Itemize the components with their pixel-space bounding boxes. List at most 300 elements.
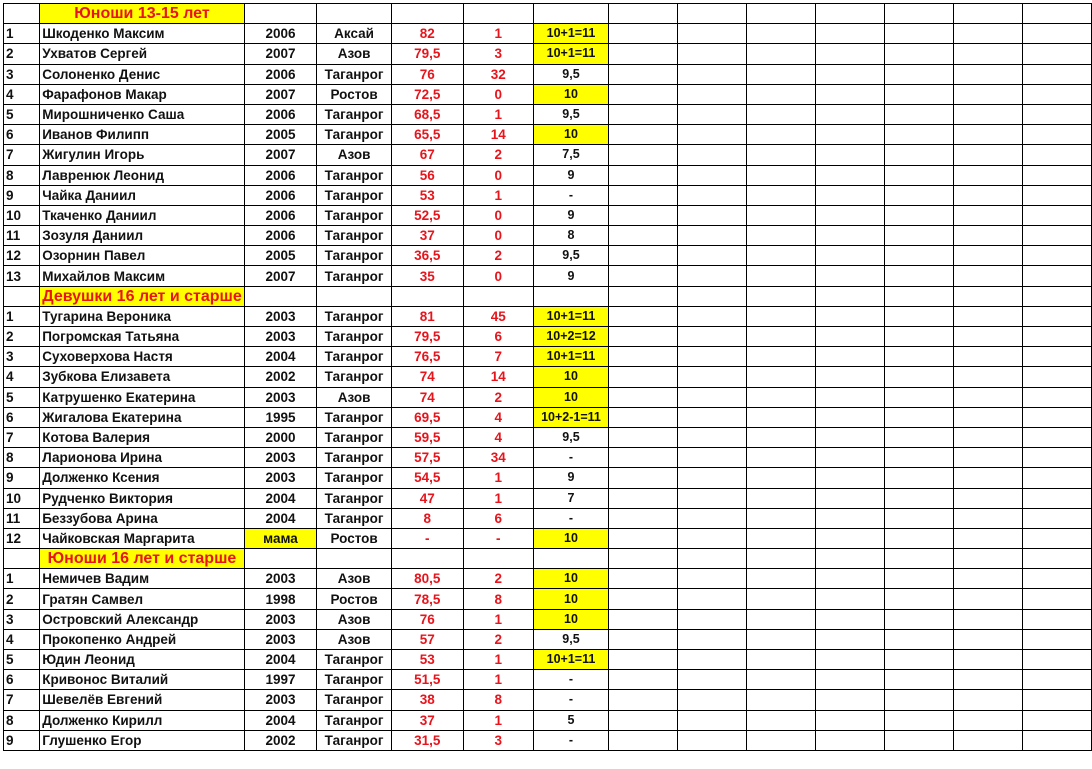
score: 57,5 (391, 448, 463, 468)
empty-cell (746, 4, 815, 24)
empty-cell (953, 104, 1022, 124)
empty-cell (677, 528, 746, 548)
empty-cell (815, 165, 884, 185)
place: 2 (463, 629, 533, 649)
participant-name: Рудченко Виктория (40, 488, 245, 508)
row-number: 8 (4, 710, 40, 730)
empty-cell (677, 165, 746, 185)
empty-cell (608, 4, 677, 24)
empty-cell (746, 24, 815, 44)
result: 10+2-1=11 (534, 407, 609, 427)
result: 7 (534, 488, 609, 508)
score: 74 (391, 367, 463, 387)
score: 59,5 (391, 427, 463, 447)
participant-name: Немичев Вадим (40, 569, 245, 589)
empty-cell (677, 44, 746, 64)
empty-cell (608, 226, 677, 246)
empty-cell (815, 508, 884, 528)
empty-cell (953, 387, 1022, 407)
empty-cell (677, 508, 746, 528)
empty-cell (953, 629, 1022, 649)
empty-cell (953, 165, 1022, 185)
participant-name: Островский Александр (40, 609, 245, 629)
table-row (4, 24, 1092, 44)
empty-cell (534, 549, 609, 569)
empty-cell (746, 44, 815, 64)
result: 10+2=12 (534, 327, 609, 347)
table-row (4, 508, 1092, 528)
empty-cell (953, 710, 1022, 730)
birth-year: 2002 (244, 730, 316, 750)
row-number: 11 (4, 508, 40, 528)
score: 31,5 (391, 730, 463, 750)
place: 3 (463, 730, 533, 750)
row-number: 9 (4, 185, 40, 205)
result: - (534, 670, 609, 690)
empty-cell (677, 24, 746, 44)
city: Ростов (317, 84, 392, 104)
participant-name: Катрушенко Екатерина (40, 387, 245, 407)
section-header-row (4, 549, 1092, 569)
city: Таганрог (317, 125, 392, 145)
table-row (4, 427, 1092, 447)
empty-cell (746, 205, 815, 225)
results-sheet (3, 3, 1092, 751)
empty-cell (815, 4, 884, 24)
empty-cell (1022, 528, 1091, 548)
row-number: 6 (4, 125, 40, 145)
result: 10 (534, 125, 609, 145)
empty-cell (608, 327, 677, 347)
table-row (4, 145, 1092, 165)
empty-cell (1022, 44, 1091, 64)
place: 2 (463, 569, 533, 589)
empty-cell (815, 629, 884, 649)
table-row (4, 629, 1092, 649)
empty-cell (746, 367, 815, 387)
sheet-body (4, 4, 1092, 751)
participant-name: Гратян Самвел (40, 589, 245, 609)
empty-cell (746, 508, 815, 528)
empty-cell (746, 246, 815, 266)
result: 9 (534, 468, 609, 488)
empty-cell (953, 508, 1022, 528)
empty-cell (953, 730, 1022, 750)
empty-cell (1022, 84, 1091, 104)
result: 10+1=11 (534, 650, 609, 670)
empty-cell (884, 589, 953, 609)
score: 51,5 (391, 670, 463, 690)
score: 8 (391, 508, 463, 528)
empty-cell (746, 488, 815, 508)
participant-name: Суховерхова Настя (40, 347, 245, 367)
empty-cell (815, 205, 884, 225)
city: Ростов (317, 528, 392, 548)
empty-cell (4, 4, 40, 24)
empty-cell (244, 4, 316, 24)
city: Таганрог (317, 407, 392, 427)
empty-cell (1022, 286, 1091, 306)
empty-cell (677, 387, 746, 407)
empty-cell (1022, 246, 1091, 266)
section-title: Юноши 16 лет и старше (40, 549, 245, 569)
result: 9 (534, 165, 609, 185)
table-row (4, 44, 1092, 64)
empty-cell (884, 145, 953, 165)
score: 53 (391, 650, 463, 670)
empty-cell (677, 488, 746, 508)
empty-cell (884, 549, 953, 569)
empty-cell (884, 367, 953, 387)
place: 1 (463, 710, 533, 730)
empty-cell (953, 125, 1022, 145)
empty-cell (677, 125, 746, 145)
participant-name: Иванов Филипп (40, 125, 245, 145)
empty-cell (317, 549, 392, 569)
empty-cell (884, 4, 953, 24)
empty-cell (677, 226, 746, 246)
score: 68,5 (391, 104, 463, 124)
empty-cell (953, 427, 1022, 447)
empty-cell (953, 690, 1022, 710)
empty-cell (953, 266, 1022, 286)
empty-cell (746, 185, 815, 205)
empty-cell (677, 549, 746, 569)
place: 1 (463, 468, 533, 488)
participant-name: Шкоденко Максим (40, 24, 245, 44)
score: 53 (391, 185, 463, 205)
empty-cell (815, 84, 884, 104)
empty-cell (884, 508, 953, 528)
table-row (4, 125, 1092, 145)
birth-year: мама (244, 528, 316, 548)
birth-year: 2003 (244, 690, 316, 710)
birth-year: 2006 (244, 185, 316, 205)
birth-year: 2006 (244, 104, 316, 124)
row-number: 6 (4, 407, 40, 427)
birth-year: 2005 (244, 125, 316, 145)
participant-name: Беззубова Арина (40, 508, 245, 528)
participant-name: Ухватов Сергей (40, 44, 245, 64)
empty-cell (746, 448, 815, 468)
empty-cell (608, 347, 677, 367)
city: Таганрог (317, 205, 392, 225)
place: 34 (463, 448, 533, 468)
city: Таганрог (317, 266, 392, 286)
empty-cell (608, 306, 677, 326)
empty-cell (608, 710, 677, 730)
empty-cell (884, 226, 953, 246)
city: Таганрог (317, 448, 392, 468)
city: Таганрог (317, 306, 392, 326)
empty-cell (1022, 24, 1091, 44)
empty-cell (884, 690, 953, 710)
empty-cell (953, 367, 1022, 387)
city: Азов (317, 569, 392, 589)
empty-cell (815, 347, 884, 367)
place: 1 (463, 650, 533, 670)
row-number: 4 (4, 629, 40, 649)
city: Таганрог (317, 185, 392, 205)
score: 37 (391, 226, 463, 246)
result: 9,5 (534, 427, 609, 447)
empty-cell (815, 448, 884, 468)
score: 56 (391, 165, 463, 185)
empty-cell (953, 24, 1022, 44)
city: Таганрог (317, 327, 392, 347)
table-row (4, 306, 1092, 326)
empty-cell (884, 64, 953, 84)
row-number: 8 (4, 448, 40, 468)
empty-cell (677, 670, 746, 690)
row-number: 4 (4, 84, 40, 104)
birth-year: 2003 (244, 448, 316, 468)
empty-cell (677, 427, 746, 447)
empty-cell (1022, 226, 1091, 246)
empty-cell (1022, 4, 1091, 24)
empty-cell (884, 448, 953, 468)
table-row (4, 185, 1092, 205)
city: Азов (317, 145, 392, 165)
empty-cell (746, 84, 815, 104)
empty-cell (953, 650, 1022, 670)
empty-cell (677, 205, 746, 225)
empty-cell (677, 286, 746, 306)
place: 45 (463, 306, 533, 326)
empty-cell (677, 104, 746, 124)
place: 1 (463, 24, 533, 44)
empty-cell (953, 347, 1022, 367)
empty-cell (677, 407, 746, 427)
result: - (534, 185, 609, 205)
empty-cell (884, 387, 953, 407)
city: Азов (317, 44, 392, 64)
empty-cell (884, 246, 953, 266)
empty-cell (608, 165, 677, 185)
city: Таганрог (317, 508, 392, 528)
empty-cell (953, 205, 1022, 225)
empty-cell (953, 569, 1022, 589)
empty-cell (608, 690, 677, 710)
row-number: 5 (4, 387, 40, 407)
empty-cell (1022, 589, 1091, 609)
city: Таганрог (317, 226, 392, 246)
empty-cell (608, 670, 677, 690)
empty-cell (953, 44, 1022, 64)
empty-cell (1022, 64, 1091, 84)
table-row (4, 327, 1092, 347)
table-row (4, 528, 1092, 548)
empty-cell (815, 226, 884, 246)
empty-cell (1022, 125, 1091, 145)
empty-cell (677, 468, 746, 488)
empty-cell (1022, 205, 1091, 225)
empty-cell (884, 327, 953, 347)
empty-cell (608, 528, 677, 548)
empty-cell (953, 286, 1022, 306)
table-row (4, 609, 1092, 629)
city: Таганрог (317, 488, 392, 508)
city: Таганрог (317, 347, 392, 367)
empty-cell (1022, 488, 1091, 508)
empty-cell (953, 609, 1022, 629)
empty-cell (608, 205, 677, 225)
empty-cell (884, 104, 953, 124)
empty-cell (884, 629, 953, 649)
result: 9 (534, 266, 609, 286)
city: Таганрог (317, 104, 392, 124)
empty-cell (884, 24, 953, 44)
empty-cell (953, 84, 1022, 104)
table-row (4, 650, 1092, 670)
place: 14 (463, 367, 533, 387)
empty-cell (815, 145, 884, 165)
participant-name: Мирошниченко Саша (40, 104, 245, 124)
empty-cell (391, 286, 463, 306)
row-number: 8 (4, 165, 40, 185)
empty-cell (677, 589, 746, 609)
empty-cell (953, 4, 1022, 24)
empty-cell (953, 145, 1022, 165)
section-header-row (4, 286, 1092, 306)
row-number: 6 (4, 670, 40, 690)
empty-cell (677, 367, 746, 387)
result: - (534, 730, 609, 750)
empty-cell (1022, 266, 1091, 286)
empty-cell (677, 650, 746, 670)
result: 10 (534, 589, 609, 609)
place: 0 (463, 84, 533, 104)
empty-cell (677, 569, 746, 589)
empty-cell (608, 569, 677, 589)
row-number: 4 (4, 367, 40, 387)
participant-name: Погромская Татьяна (40, 327, 245, 347)
empty-cell (317, 286, 392, 306)
city: Ростов (317, 589, 392, 609)
empty-cell (608, 125, 677, 145)
table-row (4, 448, 1092, 468)
participant-name: Прокопенко Андрей (40, 629, 245, 649)
empty-cell (1022, 609, 1091, 629)
birth-year: 2005 (244, 246, 316, 266)
empty-cell (1022, 730, 1091, 750)
empty-cell (815, 24, 884, 44)
empty-cell (1022, 468, 1091, 488)
participant-name: Юдин Леонид (40, 650, 245, 670)
section-header-row (4, 4, 1092, 24)
empty-cell (815, 44, 884, 64)
score: 69,5 (391, 407, 463, 427)
empty-cell (463, 4, 533, 24)
score: 76 (391, 64, 463, 84)
empty-cell (244, 549, 316, 569)
city: Таганрог (317, 246, 392, 266)
result: 10+1=11 (534, 306, 609, 326)
empty-cell (746, 730, 815, 750)
birth-year: 1997 (244, 670, 316, 690)
result: 10 (534, 609, 609, 629)
empty-cell (815, 589, 884, 609)
empty-cell (884, 407, 953, 427)
empty-cell (815, 690, 884, 710)
empty-cell (608, 407, 677, 427)
empty-cell (746, 710, 815, 730)
empty-cell (677, 629, 746, 649)
place: 6 (463, 327, 533, 347)
empty-cell (1022, 629, 1091, 649)
empty-cell (746, 427, 815, 447)
participant-name: Тугарина Вероника (40, 306, 245, 326)
birth-year: 2007 (244, 145, 316, 165)
result: 10 (534, 528, 609, 548)
row-number: 12 (4, 246, 40, 266)
empty-cell (1022, 508, 1091, 528)
empty-cell (677, 690, 746, 710)
row-number: 7 (4, 690, 40, 710)
empty-cell (244, 286, 316, 306)
row-number: 9 (4, 468, 40, 488)
participant-name: Михайлов Максим (40, 266, 245, 286)
row-number: 5 (4, 650, 40, 670)
empty-cell (1022, 367, 1091, 387)
city: Таганрог (317, 468, 392, 488)
empty-cell (608, 84, 677, 104)
result: 9,5 (534, 629, 609, 649)
empty-cell (677, 347, 746, 367)
empty-cell (815, 549, 884, 569)
result: 10 (534, 367, 609, 387)
city: Аксай (317, 24, 392, 44)
participant-name: Ткаченко Даниил (40, 205, 245, 225)
birth-year: 2003 (244, 306, 316, 326)
participant-name: Глушенко Егор (40, 730, 245, 750)
empty-cell (746, 226, 815, 246)
empty-cell (677, 185, 746, 205)
table-row (4, 730, 1092, 750)
section-title: Юноши 13-15 лет (40, 4, 245, 24)
table-row (4, 84, 1092, 104)
empty-cell (953, 327, 1022, 347)
row-number: 7 (4, 427, 40, 447)
row-number: 7 (4, 145, 40, 165)
row-number: 3 (4, 347, 40, 367)
score: 67 (391, 145, 463, 165)
empty-cell (391, 549, 463, 569)
empty-cell (608, 609, 677, 629)
city: Таганрог (317, 367, 392, 387)
table-row (4, 367, 1092, 387)
empty-cell (884, 427, 953, 447)
row-number: 3 (4, 64, 40, 84)
empty-cell (677, 145, 746, 165)
score: 81 (391, 306, 463, 326)
empty-cell (815, 427, 884, 447)
place: 3 (463, 44, 533, 64)
table-row (4, 205, 1092, 225)
result: 10 (534, 387, 609, 407)
empty-cell (884, 44, 953, 64)
row-number: 13 (4, 266, 40, 286)
empty-cell (746, 670, 815, 690)
birth-year: 2003 (244, 609, 316, 629)
empty-cell (815, 468, 884, 488)
result: 9,5 (534, 104, 609, 124)
empty-cell (4, 286, 40, 306)
empty-cell (815, 286, 884, 306)
birth-year: 2003 (244, 629, 316, 649)
empty-cell (746, 165, 815, 185)
participant-name: Шевелёв Евгений (40, 690, 245, 710)
